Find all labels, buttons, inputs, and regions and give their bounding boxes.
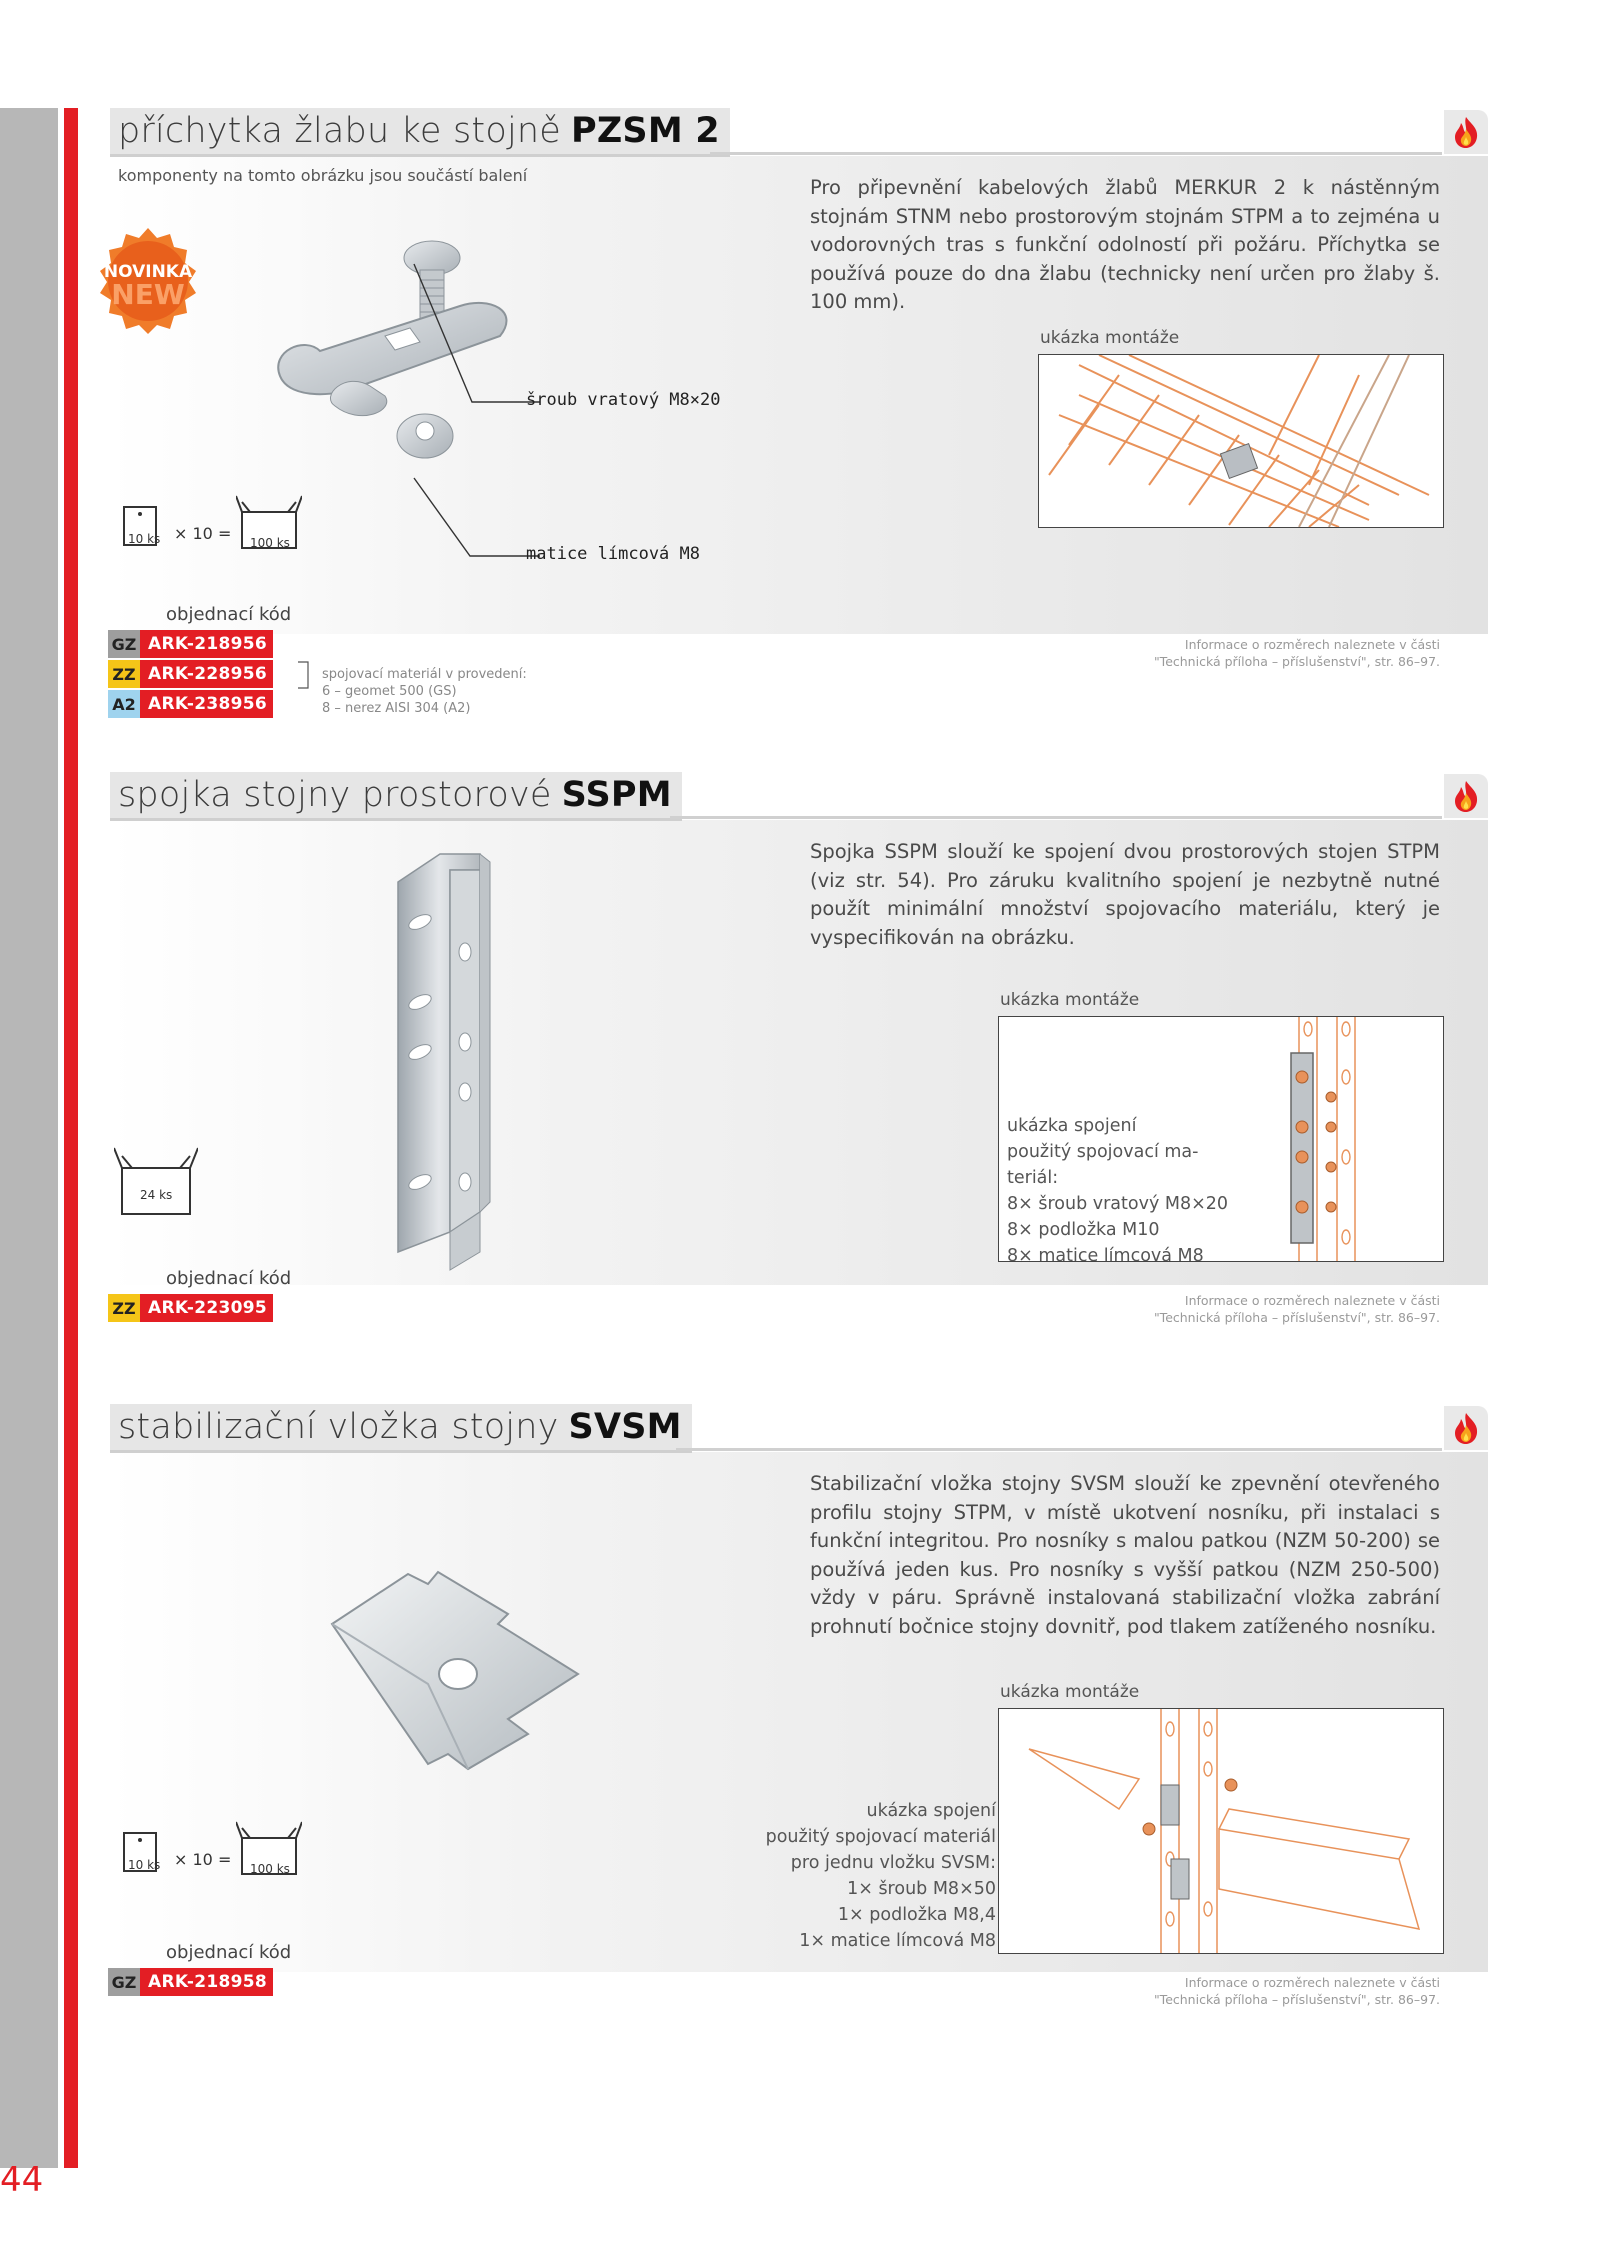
- order-code-label: objednací kód: [166, 1268, 292, 1289]
- order-code: ARK-238956: [140, 690, 273, 718]
- mount-example-image: [998, 1708, 1444, 1954]
- order-code-row: [108, 630, 273, 658]
- fire-icon: [1444, 774, 1488, 818]
- order-code-label: objednací kód: [166, 1942, 292, 1963]
- fire-icon: [1444, 110, 1488, 154]
- page-number: 44: [0, 2160, 44, 2200]
- order-code: ARK-218958: [140, 1968, 273, 1996]
- mount-label: ukázka montáže: [1000, 1682, 1140, 1702]
- fire-icon: [1444, 1406, 1488, 1450]
- info-note: Informace o rozměrech naleznete v části "Technická příloha – příslušenství", str. 86–97.: [1153, 1975, 1440, 2007]
- bracket-line: [298, 660, 318, 690]
- small-pack-count: 10 ks: [128, 1858, 161, 1872]
- finish-tag: A2: [108, 690, 140, 718]
- mount-example-image: [998, 1016, 1444, 1262]
- components-note: komponenty na tomto obrázku jsou součástí balení: [118, 166, 528, 185]
- pack-multiplier: × 10 =: [174, 524, 232, 543]
- section-title-bar: [110, 1404, 692, 1453]
- finish-tag: ZZ: [108, 660, 140, 688]
- finish-tag: GZ: [108, 1968, 140, 1996]
- section-title: stabilizační vložka stojny SVSM: [118, 1407, 682, 1447]
- order-code-row: [108, 690, 273, 718]
- svsm-product-image: [328, 1554, 628, 1774]
- material-note: spojovací materiál v provedení: 6 – geomet 500 (GS) 8 – nerez AISI 304 (A2): [322, 667, 527, 716]
- section-title: spojka stojny prostorové SSPM: [118, 775, 672, 815]
- section-title-bar: [110, 772, 682, 821]
- sidebar-red-strip: [64, 108, 78, 2168]
- mount-material-list: ukázka spojení použitý spojovací ma- teriál: 8× šroub vratový M8×20 8× podložka M10 8× matice límcová M8: [1007, 1116, 1229, 1262]
- section-sspm: [110, 772, 1488, 1332]
- mount-label: ukázka montáže: [1000, 990, 1140, 1010]
- mount-material-list: ukázka spojení použitý spojovací materiál pro jednu vložku SVSM: 1× šroub M8×50 1× podložka M8,4 1× matice límcová M8: [765, 1801, 996, 1951]
- finish-tag: ZZ: [108, 1294, 140, 1322]
- section-description: Pro připevnění kabelových žlabů MERKUR 2 k nástěnným stojnám STNM nebo prostorovým stojnám STPM a to zejména u vodorovných tras s funkční odolností při požáru. Příchytka se používá pouze do dna žlabu (technicky není určen pro žlaby š. 100 mm).: [810, 176, 1440, 313]
- order-code-label: objednací kód: [166, 604, 292, 625]
- box-icon: [114, 1142, 198, 1220]
- section-description: Stabilizační vložka stojny SVSM slouží ke zpevnění otevřeného profilu stojny STPM, v místě ukotvení nosníku, při instalaci s funkční integritou. Pro nosníky s malou patkou (NZM 50-200) se používá jeden kus. Pro nosníky s vyšší patkou (NZM 250-500) vždy v páru. Správně instalovaná stabilizační vložka zabrání prohnutí bočnice stojny dovnitř, pod tlakem zatíženého nosníku.: [810, 1472, 1440, 1638]
- badge-bottom-text: NEW: [111, 278, 185, 311]
- title-underline: [710, 152, 1442, 155]
- large-pack-count: 100 ks: [250, 536, 290, 550]
- nut-annotation: matice límcová M8: [526, 544, 700, 564]
- info-note: Informace o rozměrech naleznete v části "Technická příloha – příslušenství", str. 86–97.: [1153, 637, 1440, 669]
- section-svsm: [110, 1404, 1488, 2024]
- order-code-row: [108, 660, 273, 688]
- sidebar-gray-strip: [0, 108, 58, 2168]
- badge-top-text: NOVINKA: [103, 262, 193, 282]
- order-code-row: [108, 1968, 273, 1996]
- title-underline: [676, 1448, 1442, 1451]
- order-code: ARK-223095: [140, 1294, 273, 1322]
- sspm-product-image: [390, 852, 540, 1272]
- section-description: Spojka SSPM slouží ke spojení dvou prostorových stojen STPM (viz str. 54). Pro záruku kvalitního spojení je nezbytně nutné použít minimální množství spojovacího materiálu, který je vyspecifikován na obrázku.: [810, 840, 1440, 949]
- order-code-row: [108, 1294, 273, 1322]
- info-note: Informace o rozměrech naleznete v části "Technická příloha – příslušenství", str. 86–97.: [1153, 1293, 1440, 1325]
- finish-tag: GZ: [108, 630, 140, 658]
- large-pack-count: 24 ks: [140, 1188, 173, 1202]
- order-code: ARK-218956: [140, 630, 273, 658]
- section-title: příchytka žlabu ke stojně PZSM 2: [118, 111, 720, 151]
- pack-multiplier: × 10 =: [174, 1850, 232, 1869]
- mount-example-image: [1038, 354, 1444, 528]
- large-pack-count: 100 ks: [250, 1862, 290, 1876]
- mount-label: ukázka montáže: [1040, 328, 1180, 348]
- small-pack-count: 10 ks: [128, 532, 161, 546]
- section-pzsm2: [103, 108, 1488, 748]
- bolt-annotation: šroub vratový M8×20: [526, 390, 721, 410]
- order-code: ARK-228956: [140, 660, 273, 688]
- section-title-bar: [110, 108, 730, 157]
- title-underline: [670, 816, 1442, 819]
- new-badge-icon: [94, 226, 202, 334]
